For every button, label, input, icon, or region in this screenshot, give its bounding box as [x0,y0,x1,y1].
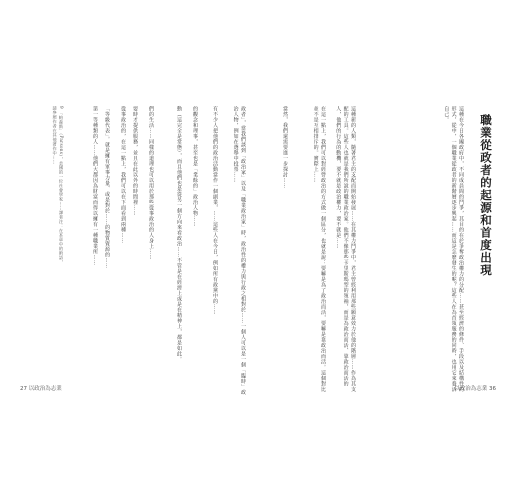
chapter-title: 職業從政者的起源和首度出現 [479,114,493,277]
left-paragraph-3: 的觀念和理事，甚至也是「業餘的」政治人物…… [192,106,198,227]
left-page [12,86,260,404]
right-paragraph-1: 這種在今日各國政府中，不同成員間的鬥爭，其目的在於爭奪政治權力的分配……甚至經濟的條件、手段以及結構性的形式，從中，一個職業從政者的新階層逐步興起……而這是怎麼發生的呢？這些人在為首領服務的同時，也用它來養活自己。 [443,106,464,392]
right-page [260,86,508,404]
left-paragraph-4: 動（這完全是常態），而且他們也是從另一個方向來看政治……不管是在經濟上或是在精神上，都是如此。 [176,106,182,362]
right-paragraph-2: 這種新的人類，隨著君主的支配而開始發展……在其權力鬥爭中，君主曾經利用那些願意效力於他的階層……作為其支配的工具。這些人也就是我們所說的職業政治家。他們不像那些卡里斯瑪型的領袖，而是為政治而活、靠政治而活的人，他們的行為的動機，要不就是政治權力，要不就是…… [335,106,356,392]
left-paragraph-2: 有不少人把他們的政治活動當作一個副業，……這些人在今日，例如所有政黨中的…… [212,106,218,315]
right-folio: 以政治為志業 36 [454,386,496,392]
left-folio: 27 以政治為志業 [20,386,62,392]
left-paragraph-9: 第一等種類的人……他們大都因為財富而得以擁有一種職業所…… [92,106,98,266]
left-paragraph-7: 從事政治的，在這一點上，我們可以在下面看到兩種…… [120,106,126,244]
footnote: 9 「帕森斯」（Parsons），美國的一位社會學家……譯者注：在本章中的術語，請參照作者在其他著作中…… [52,106,64,265]
left-paragraph-6: 要時才提供服務，並且在此以外的時間裡…… [132,106,138,216]
left-paragraph-5: 們的生活……同樣的道理也可以用於那些從事政治的人身上…… [148,106,154,260]
book-spread [12,86,508,404]
right-paragraph-4: 當然，我們還需要進一步探討…… [282,106,288,189]
left-paragraph-1: 政者」，當我們談到「政治家」以及「職業政治家」時，政治性的權力與行政之相對於……一個人可以是一個「臨時」政治人物，例如在選舉中投票…… [232,106,246,395]
right-paragraph-3: 在這一點上，我們可以對經營政治的方式做一個區分，也就是說：要嘛是為了政治而活，要嘛是靠政治而活。這個對比並不是互相排斥的。實際上…… [312,106,326,392]
left-paragraph-8: 「等級代表」。就是擁有軍事力量、或是對於……的物質資源的…… [104,106,110,269]
